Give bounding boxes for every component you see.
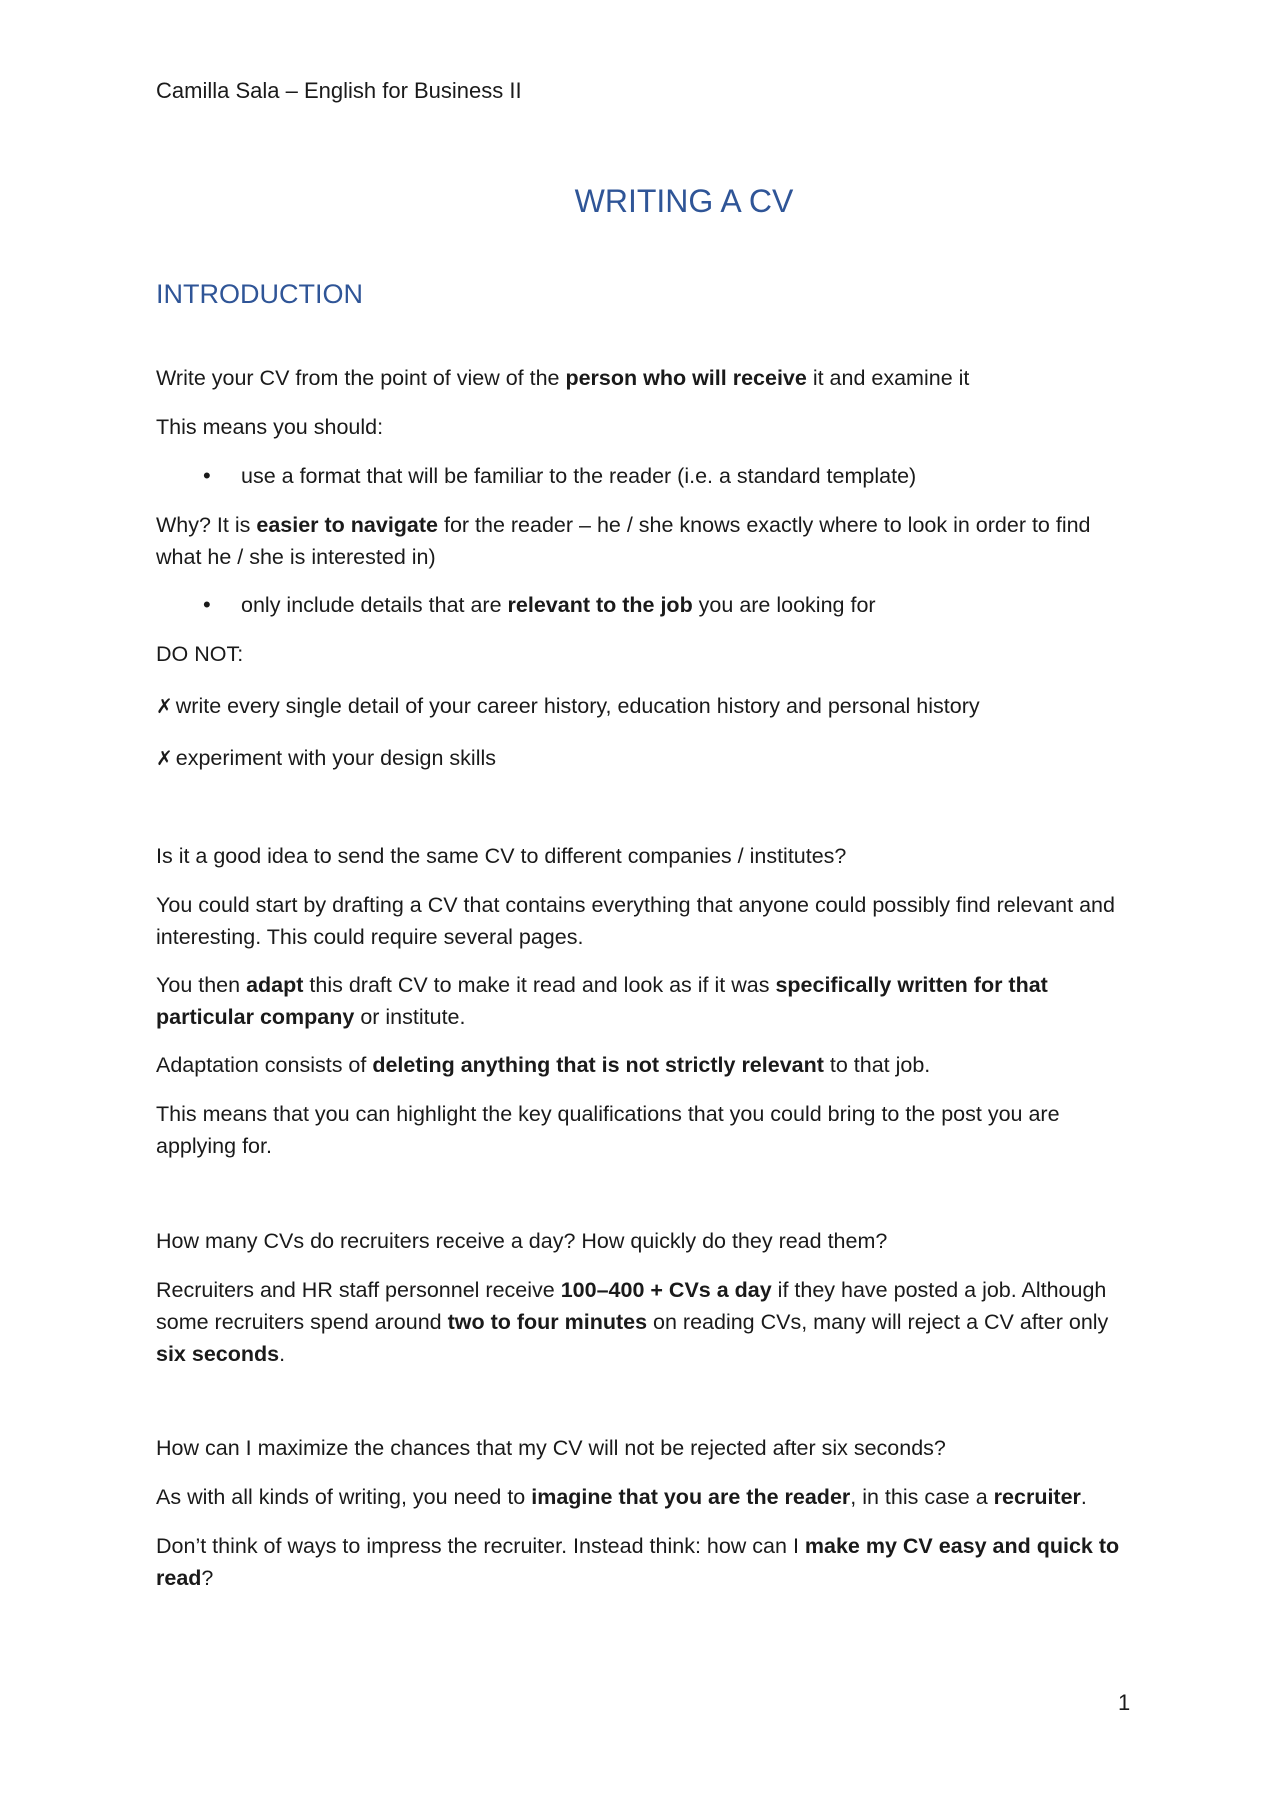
bold-text: specifically written for that particular company xyxy=(156,973,1048,1029)
bold-text: adapt xyxy=(246,973,304,997)
bold-text: two to four minutes xyxy=(447,1310,648,1334)
text-run: on reading CVs, many will reject a CV after only xyxy=(647,1310,1109,1334)
page-number: 1 xyxy=(1118,1690,1131,1715)
paragraph: You could start by drafting a CV that contains everything that anyone could possibly find relevant and interesting. This could require several pages. xyxy=(156,893,1115,949)
bold-text: 100–400 + CVs a day xyxy=(560,1278,772,1302)
document-title: WRITING A CV xyxy=(574,183,794,219)
cross-icon: ✗ xyxy=(156,746,173,770)
paragraph xyxy=(156,1481,1141,1513)
text-run: use a format that will be familiar to the reader (i.e. a standard template) xyxy=(241,464,917,488)
bold-text: relevant to the job xyxy=(507,593,693,617)
list-item xyxy=(156,589,1226,621)
paragraph xyxy=(156,509,1141,573)
text-run: Why? It is xyxy=(156,513,257,537)
text-run: You then xyxy=(156,973,247,997)
list-item xyxy=(156,460,1226,492)
text-run: experiment with your design skills xyxy=(175,746,497,770)
text-run: to that job. xyxy=(823,1053,931,1077)
text-run: Don’t think of ways to impress the recruiter. Instead think: how can I xyxy=(156,1534,805,1558)
bold-text: person who will receive xyxy=(565,366,807,390)
text-run: Adaptation consists of xyxy=(156,1053,373,1077)
paragraph xyxy=(156,362,1141,394)
paragraph: This means you should: xyxy=(156,415,384,439)
dont-item xyxy=(156,690,1141,722)
paragraph xyxy=(156,1530,1141,1594)
text-run: this draft CV to make it read and look as if it was xyxy=(303,973,776,997)
text-run: ? xyxy=(201,1566,214,1590)
bold-text: imagine that you are the reader xyxy=(531,1485,851,1509)
text-run: , in this case a xyxy=(850,1485,994,1509)
text-run: you are looking for xyxy=(692,593,876,617)
text-run: Write your CV from the point of view of the xyxy=(156,366,566,390)
text-run: if they have posted a job. Although some recruiters spend around xyxy=(156,1278,1107,1334)
section-heading: INTRODUCTION xyxy=(156,279,363,309)
text-run: for the reader – he / she knows exactly where to look in order to find what he / she is interested in) xyxy=(156,513,1091,569)
text-run: As with all kinds of writing, you need to xyxy=(156,1485,532,1509)
paragraph xyxy=(156,969,1141,1033)
bold-text: recruiter xyxy=(993,1485,1081,1509)
bullet-icon: • xyxy=(203,592,211,617)
question: How many CVs do recruiters receive a day? How quickly do they read them? xyxy=(156,1229,888,1253)
text-run: or institute. xyxy=(354,1005,466,1029)
bold-text: easier to navigate xyxy=(256,513,438,537)
text-run: it and examine it xyxy=(806,366,970,390)
bullet-icon: • xyxy=(203,463,211,488)
paragraph xyxy=(156,1049,1141,1081)
page-header: Camilla Sala – English for Business II xyxy=(156,78,522,103)
paragraph: This means that you can highlight the key qualifications that you could bring to the post you are applying for. xyxy=(156,1102,1060,1158)
paragraph xyxy=(156,1274,1141,1370)
text-run: . xyxy=(1080,1485,1087,1509)
paragraph: DO NOT: xyxy=(156,642,244,666)
text-run: write every single detail of your career history, education history and personal history xyxy=(175,694,980,718)
question: How can I maximize the chances that my CV will not be rejected after six seconds? xyxy=(156,1436,946,1460)
text-run: only include details that are xyxy=(241,593,508,617)
text-run: Recruiters and HR staff personnel receive xyxy=(156,1278,561,1302)
dont-item xyxy=(156,742,1141,774)
bold-text: six seconds xyxy=(156,1342,280,1366)
question: Is it a good idea to send the same CV to different companies / institutes? xyxy=(156,844,847,868)
bold-text: make my CV easy and quick to read xyxy=(156,1534,1120,1590)
bold-text: deleting anything that is not strictly relevant xyxy=(372,1053,824,1077)
text-run: . xyxy=(279,1342,286,1366)
cross-icon: ✗ xyxy=(156,694,173,718)
